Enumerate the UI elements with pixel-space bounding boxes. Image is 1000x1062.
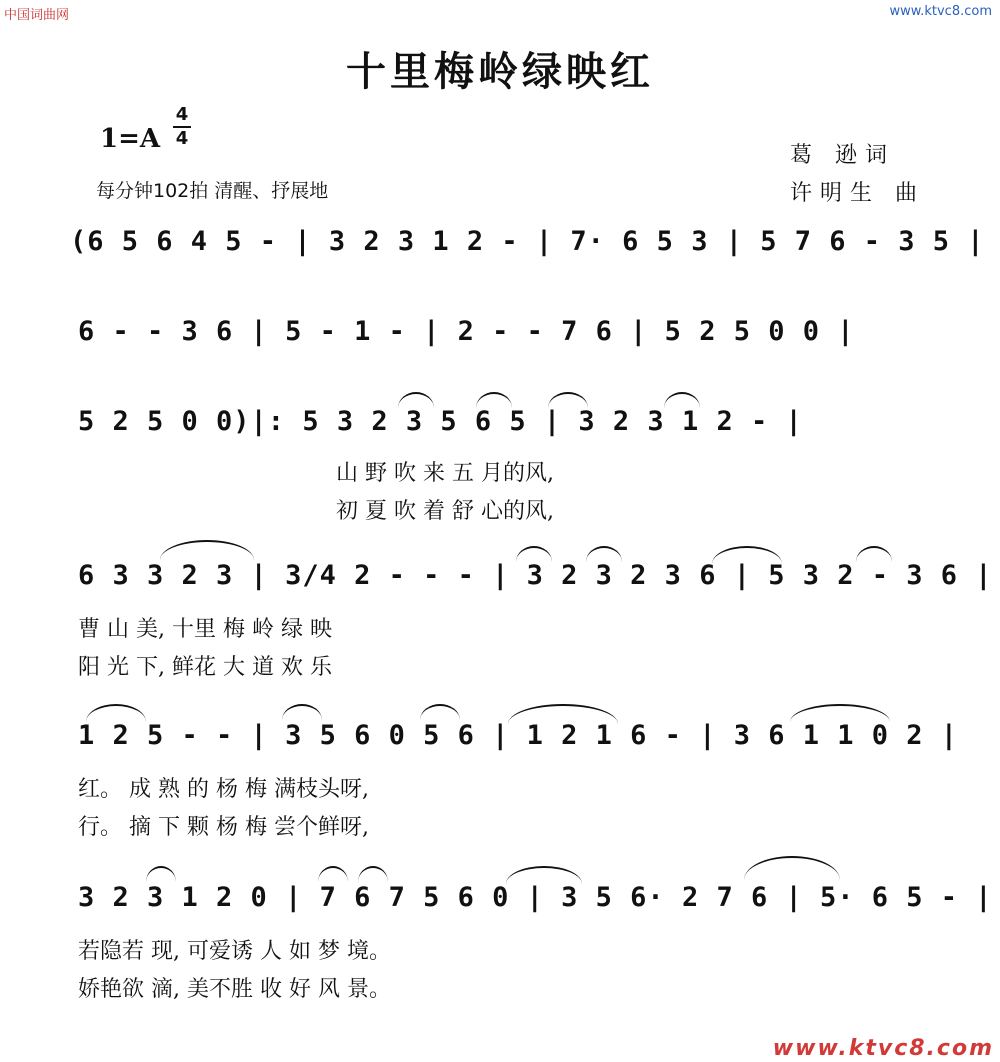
score-line-3: 5 2 5 0 0)|: 5 3 2 3 5 6 5 | 3 2 3 1 2 - | <box>78 406 803 437</box>
slur-mark <box>398 392 434 408</box>
score-line-2: 6 - - 3 6 | 5 - 1 - | 2 - - 7 6 | 5 2 5 0 0 | <box>78 316 855 347</box>
slur-mark <box>790 704 890 722</box>
slur-mark <box>358 866 388 882</box>
watermark-logo: www.ktvc8.com <box>772 1036 994 1061</box>
tempo-marking: 每分钟102拍 清醒、抒展地 <box>96 180 329 202</box>
score-line-1: (6 5 6 4 5 - | 3 2 3 1 2 - | 7· 6 5 3 | 5 7 6 - 3 5 | <box>70 226 985 257</box>
meter-bottom: 4 <box>175 128 189 149</box>
lyric-line-3-verse-1: 山 野 吹 来 五 月的风, <box>336 461 554 486</box>
time-signature <box>170 104 194 150</box>
key-signature: 1=A <box>100 124 161 154</box>
score-line-4: 6 3 3 2 3 | 3/4 2 - - - | 3 2 3 2 3 6 | 5 3 2 - 3 6 | <box>78 560 993 591</box>
lyric-line-4-verse-2: 阳 光 下, 鲜花 大 道 欢 乐 <box>78 655 332 680</box>
slur-mark <box>856 546 892 562</box>
lyric-line-3-verse-2: 初 夏 吹 着 舒 心的风, <box>336 499 554 524</box>
slur-mark <box>548 392 588 408</box>
lyric-line-6-verse-1: 若隐若 现, 可爱诱 人 如 梦 境。 <box>78 939 391 964</box>
slur-mark <box>506 866 582 884</box>
slur-mark <box>146 866 176 882</box>
composer-credit: 许明生 曲 <box>790 181 925 206</box>
score-line-5: 1 2 5 - - | 3 5 6 0 5 6 | 1 2 1 6 - | 3 6 1 1 0 2 | <box>78 720 959 751</box>
lyric-line-4-verse-1: 曹 山 美, 十里 梅 岭 绿 映 <box>78 617 332 642</box>
lyric-line-5-verse-2: 行。 摘 下 颗 杨 梅 尝个鲜呀, <box>78 815 369 840</box>
meter-top: 4 <box>175 104 189 125</box>
lyricist-credit: 葛 逊词 <box>790 143 895 168</box>
lyric-line-6-verse-2: 娇艳欲 滴, 美不胜 收 好 风 景。 <box>78 977 391 1002</box>
slur-mark <box>86 704 146 722</box>
site-url-right[interactable]: www.ktvc8.com <box>889 4 992 19</box>
slur-mark <box>420 704 460 720</box>
site-name-left: 中国词曲网 <box>4 8 70 23</box>
slur-mark <box>744 856 840 880</box>
slur-mark <box>476 392 512 408</box>
slur-mark <box>712 546 782 564</box>
slur-mark <box>508 704 618 724</box>
lyric-line-5-verse-1: 红。 成 熟 的 杨 梅 满枝头呀, <box>78 777 369 802</box>
slur-mark <box>516 546 552 562</box>
slur-mark <box>318 866 348 882</box>
slur-mark <box>160 540 254 560</box>
slur-mark <box>586 546 622 562</box>
slur-mark <box>664 392 700 408</box>
score-line-6: 3 2 3 1 2 0 | 7 6 7 5 6 0 | 3 5 6· 2 7 6 | 5· 6 5 - | <box>78 882 993 913</box>
song-title: 十里梅岭绿映红 <box>346 48 654 95</box>
slur-mark <box>282 704 322 720</box>
